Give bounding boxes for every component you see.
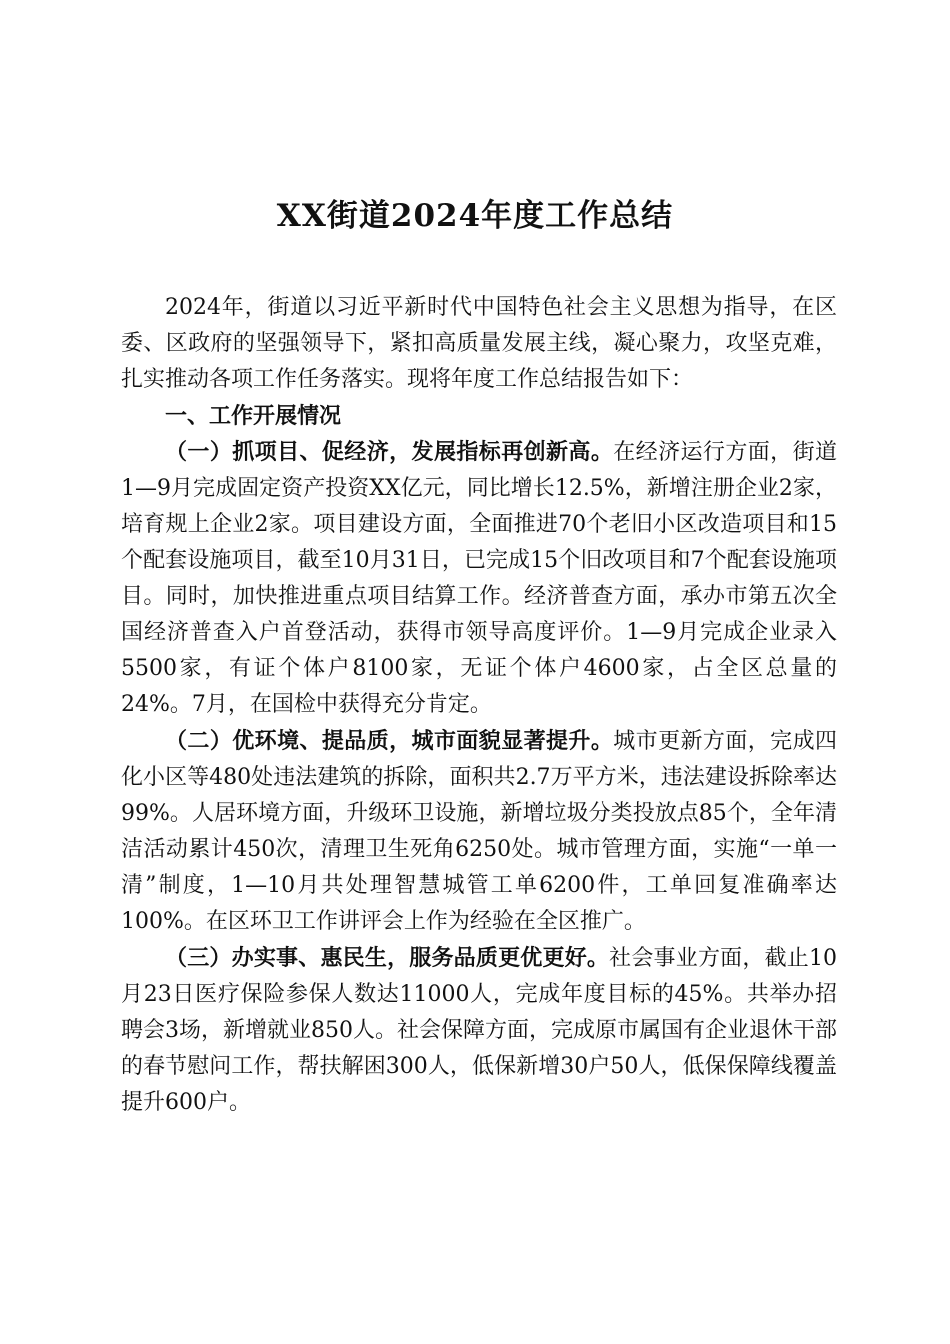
item-2-body: 城市更新方面，完成四化小区等480处违法建筑的拆除，面积共2.7万平方米，违法建设拆除率达99%。人居环境方面，升级环卫设施，新增垃圾分类投放点85个，全年清洁活动累计450次，清理卫生死角6250处。城市管理方面，实施“一单一清”制度，1—10月共处理智慧城管工单6200件，工单回复准确率达100%。在区环卫工作讲评会上作为经验在全区推广。 xyxy=(121,729,837,934)
paragraph-item-1 xyxy=(121,434,837,723)
item-1-lead: （一）抓项目、促经济，发展指标再创新高。 xyxy=(165,439,614,465)
section-heading: 一、工作开展情况 xyxy=(165,403,342,429)
document-title: XX街道2024年度工作总结 xyxy=(276,198,674,234)
item-3-body: 社会事业方面，截止10月23日医疗保险参保人数达11000人，完成年度目标的45%。共举办招聘会3场，新增就业850人。社会保障方面，完成原市属国有企业退休干部的春节慰问工作，帮扶解困300人，低保新增30户50人，低保保障线覆盖提升600户。 xyxy=(121,946,837,1115)
document-body xyxy=(121,290,837,1121)
item-1-body: 在经济运行方面，街道1—9月完成固定资产投资XX亿元，同比增长12.5%，新增注册企业2家，培育规上企业2家。项目建设方面，全面推进70个老旧小区改造项目和15个配套设施项目，截至10月31日，已完成15个旧改项目和7个配套设施项目。同时，加快推进重点项目结算工作。经济普查方面，承办市第五次全国经济普查入户首登活动，获得市领导高度评价。1—9月完成企业录入5500家，有证个体户8100家，无证个体户4600家，占全区总量的24%。7月，在国检中获得充分肯定。 xyxy=(121,440,837,717)
item-3-lead: （三）办实事、惠民生，服务品质更优更好。 xyxy=(165,945,610,971)
paragraph-item-3 xyxy=(121,940,837,1121)
intro-paragraph: 2024年，街道以习近平新时代中国特色社会主义思想为指导，在区委、区政府的坚强领导下，紧扣高质量发展主线，凝心聚力，攻坚克难，扎实推动各项工作任务落实。现将年度工作总结报告如下： xyxy=(121,295,837,392)
paragraph-item-2 xyxy=(121,723,837,940)
item-2-lead: （二）优环境、提品质，城市面貌显著提升。 xyxy=(165,728,614,754)
